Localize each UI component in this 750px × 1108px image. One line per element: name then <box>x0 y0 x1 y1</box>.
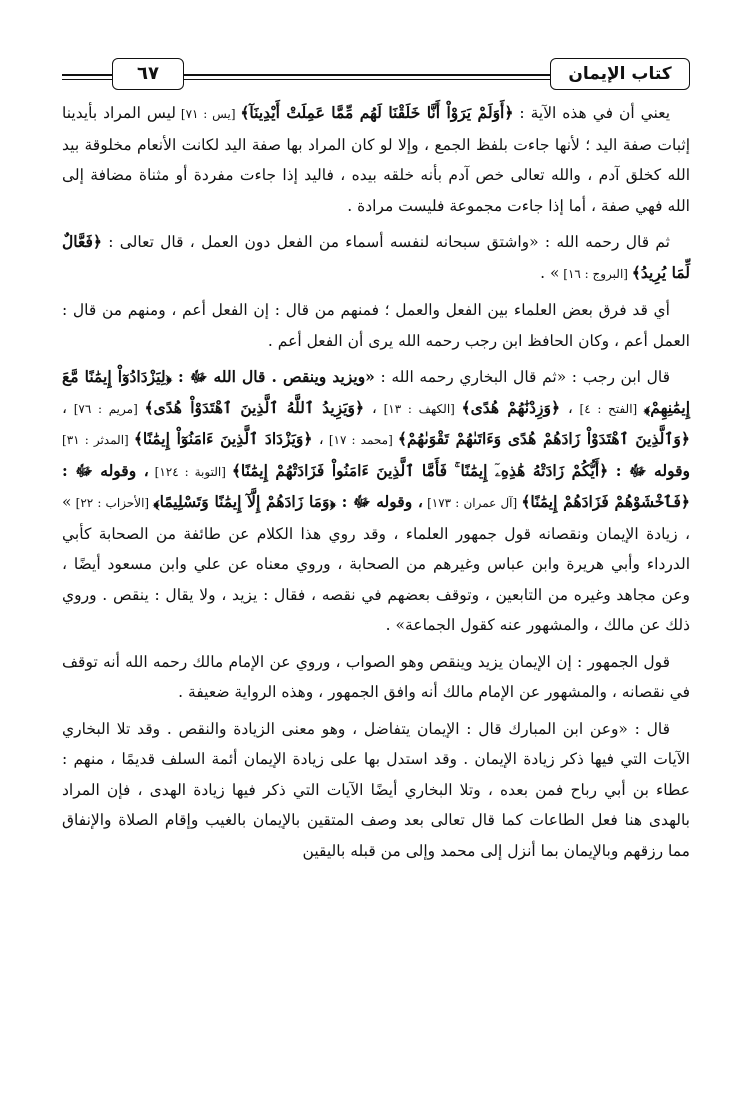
page-header <box>62 52 690 96</box>
body-text: قال : «وعن ابن المبارك قال : الإيمان يتفاضل ، وهو معنى الزيادة والنقص . وقد تلا البخاري الآيات التي فيها ذكر زيادة الإيمان . وقد استدل بها على زيادة الإيمان أئمة السلف قديمًا ، منهم : عطاء بن أبي رباح فمن بعده ، وتلا البخاري أيضًا الآيات التي ذكر فيها زيادة الهدى ، فإن المراد بالهدى هنا فعل الطاعات كما قال تعالى بعد وصف المتقين بالإيمان بالغيب وإقام الصلاة والإنفاق مما رزقهم وبالإيمان بما أنزل إلى محمد وإلى من قبله باليقين <box>62 719 690 860</box>
body-text: ، <box>312 430 324 448</box>
paragraph <box>62 98 690 221</box>
verse-reference: [الكهف : ١٣] <box>376 401 462 416</box>
page-body <box>62 98 690 866</box>
body-text: ، <box>560 398 573 417</box>
quran-verse: ﴿أَوَلَمْ يَرَوْاْ أَنَّا خَلَقْنَا لَهُم مِّمَّا عَمِلَتْ أَيْدِينَآ﴾ <box>240 103 514 122</box>
body-text: ، <box>62 398 68 417</box>
paragraph <box>62 295 690 356</box>
paragraph <box>62 714 690 867</box>
body-text: قال ابن رجب : «ثم قال البخاري رحمه الله : <box>374 368 670 386</box>
emphasis-text: ، وقوله ﷻ : <box>335 492 423 511</box>
quran-verse: ﴿فَٱخْشَوْهُمْ فَزَادَهُمْ إِيمَٰنًا﴾ <box>521 492 691 511</box>
body-text: أي قد فرق بعض العلماء بين الفعل والعمل ؛ فمنهم من قال : إن الفعل أعم ، ومنهم من قال : العمل أعم ، وكان الحافظ ابن رجب رحمه الله يرى أن الفعل أعم . <box>62 301 690 350</box>
body-text: قول الجمهور : إن الإيمان يزيد وينقص وهو الصواب ، وروي عن الإمام مالك رحمه الله أنه توقف في نقصانه ، والمشهور عن الإمام مالك أنه وافق الجمهور ، وهذه الرواية ضعيفة . <box>62 652 690 701</box>
verse-reference: [يس : ٧١] <box>176 107 241 121</box>
body-text: ثم قال رحمه الله : «واشتق سبحانه لنفسه أسماء من الفعل دون العمل ، قال تعالى : <box>101 233 670 251</box>
verse-reference: [محمد : ١٧] <box>323 433 398 447</box>
page-number: ٦٧ <box>112 58 184 90</box>
quran-verse: ﴿وَيَزِيدُ ٱللَّهُ ٱلَّذِينَ ٱهْتَدَوْاْ هُدًى﴾ <box>144 397 365 417</box>
verse-reference: [مريم : ٧٦] <box>67 401 145 416</box>
quran-verse: ﴿أَيُّكُمْ زَادَتْهُ هَٰذِهِۦٓ إِيمَٰنًا ۚ فَأَمَّا ٱلَّذِينَ ءَامَنُواْ فَزَادَتْهُمْ إِيمَٰنًا﴾ <box>231 460 609 480</box>
quran-verse: ﴿لِيَزْدَادُوٓاْ إِيمَٰنًا مَّعَ إِيمَٰنِهِمْ﴾ <box>62 367 691 417</box>
body-text: » ، زيادة الإيمان ونقصانه قول جمهور العلماء ، وقد روي هذا الكلام عن طائفة من الصحابة كأبي الدرداء وأبي هريرة وابن عباس وغيرهم من الصحابة ، وروي معناه عن علي وابن مسعود أيضًا ، وعن مجاهد وغيره من التابعين ، وتوقف بعضهم في نقصه ، فقال : يزيد ، ولا يقال : ينقص . وروي ذلك عن مالك ، والمشهور عنه كقول الجماعة» . <box>62 493 690 634</box>
paragraph <box>62 227 690 289</box>
body-text: ليس المراد بأيدينا إثبات صفة اليد ؛ لأنها جاءت بلفظ الجمع ، وإلا لو كان المراد بها صفة اليد لكانت الأنعام مخلوقة بيد الله كخلق آدم ، والله تعالى خص آدم بأنه خلقه بيده ، فاليد إذا جاءت مفردة أو مثناة مضافة إلى الله فهي صفة ، أما إذا جاءت مجموعة فليست مرادة . <box>62 104 690 215</box>
quran-verse: ﴿وَمَا زَادَهُمْ إِلَّآ إِيمَٰنًا وَتَسْلِيمًا﴾ <box>153 492 336 511</box>
emphasis-text: وقوله ﷻ : <box>608 460 690 480</box>
verse-reference: [التوبة : ١٢٤] <box>148 464 232 479</box>
book-page <box>62 52 690 1092</box>
paragraph <box>62 647 690 708</box>
verse-reference: [البروج : ١٦] <box>559 266 632 281</box>
verse-reference: [المدثر : ٣١] <box>62 433 134 447</box>
quran-verse: ﴿فَعَّالٌ لِّمَا يُرِيدُ﴾ <box>62 232 690 282</box>
emphasis-text: «ويزيد وينقص . قال الله ﷻ : <box>171 367 375 386</box>
quran-verse: ﴿وَيَزْدَادَ ٱلَّذِينَ ءَامَنُوٓاْ إِيمَٰنًا﴾ <box>133 429 313 448</box>
body-text: يعني أن في هذه الآية : <box>513 104 671 122</box>
verse-reference: [آل عمران : ١٧٣] <box>422 496 522 510</box>
body-text: ، <box>364 398 377 417</box>
body-text: » . <box>540 263 560 282</box>
verse-reference: [الفتح : ٤] <box>572 401 644 416</box>
paragraph <box>62 362 690 641</box>
quran-verse: ﴿وَزِدْنَٰهُمْ هُدًى﴾ <box>461 397 561 417</box>
verse-reference: [الأحزاب : ٢٢] <box>71 496 154 510</box>
emphasis-text: ، وقوله ﷻ : <box>62 460 149 480</box>
quran-verse: ﴿وَٱلَّذِينَ ٱهْتَدَوْاْ زَادَهُمْ هُدًى وَءَاتَىٰهُمْ تَقْوَىٰهُمْ﴾ <box>397 429 691 448</box>
running-book-title: كتاب الإيمان <box>550 58 690 90</box>
